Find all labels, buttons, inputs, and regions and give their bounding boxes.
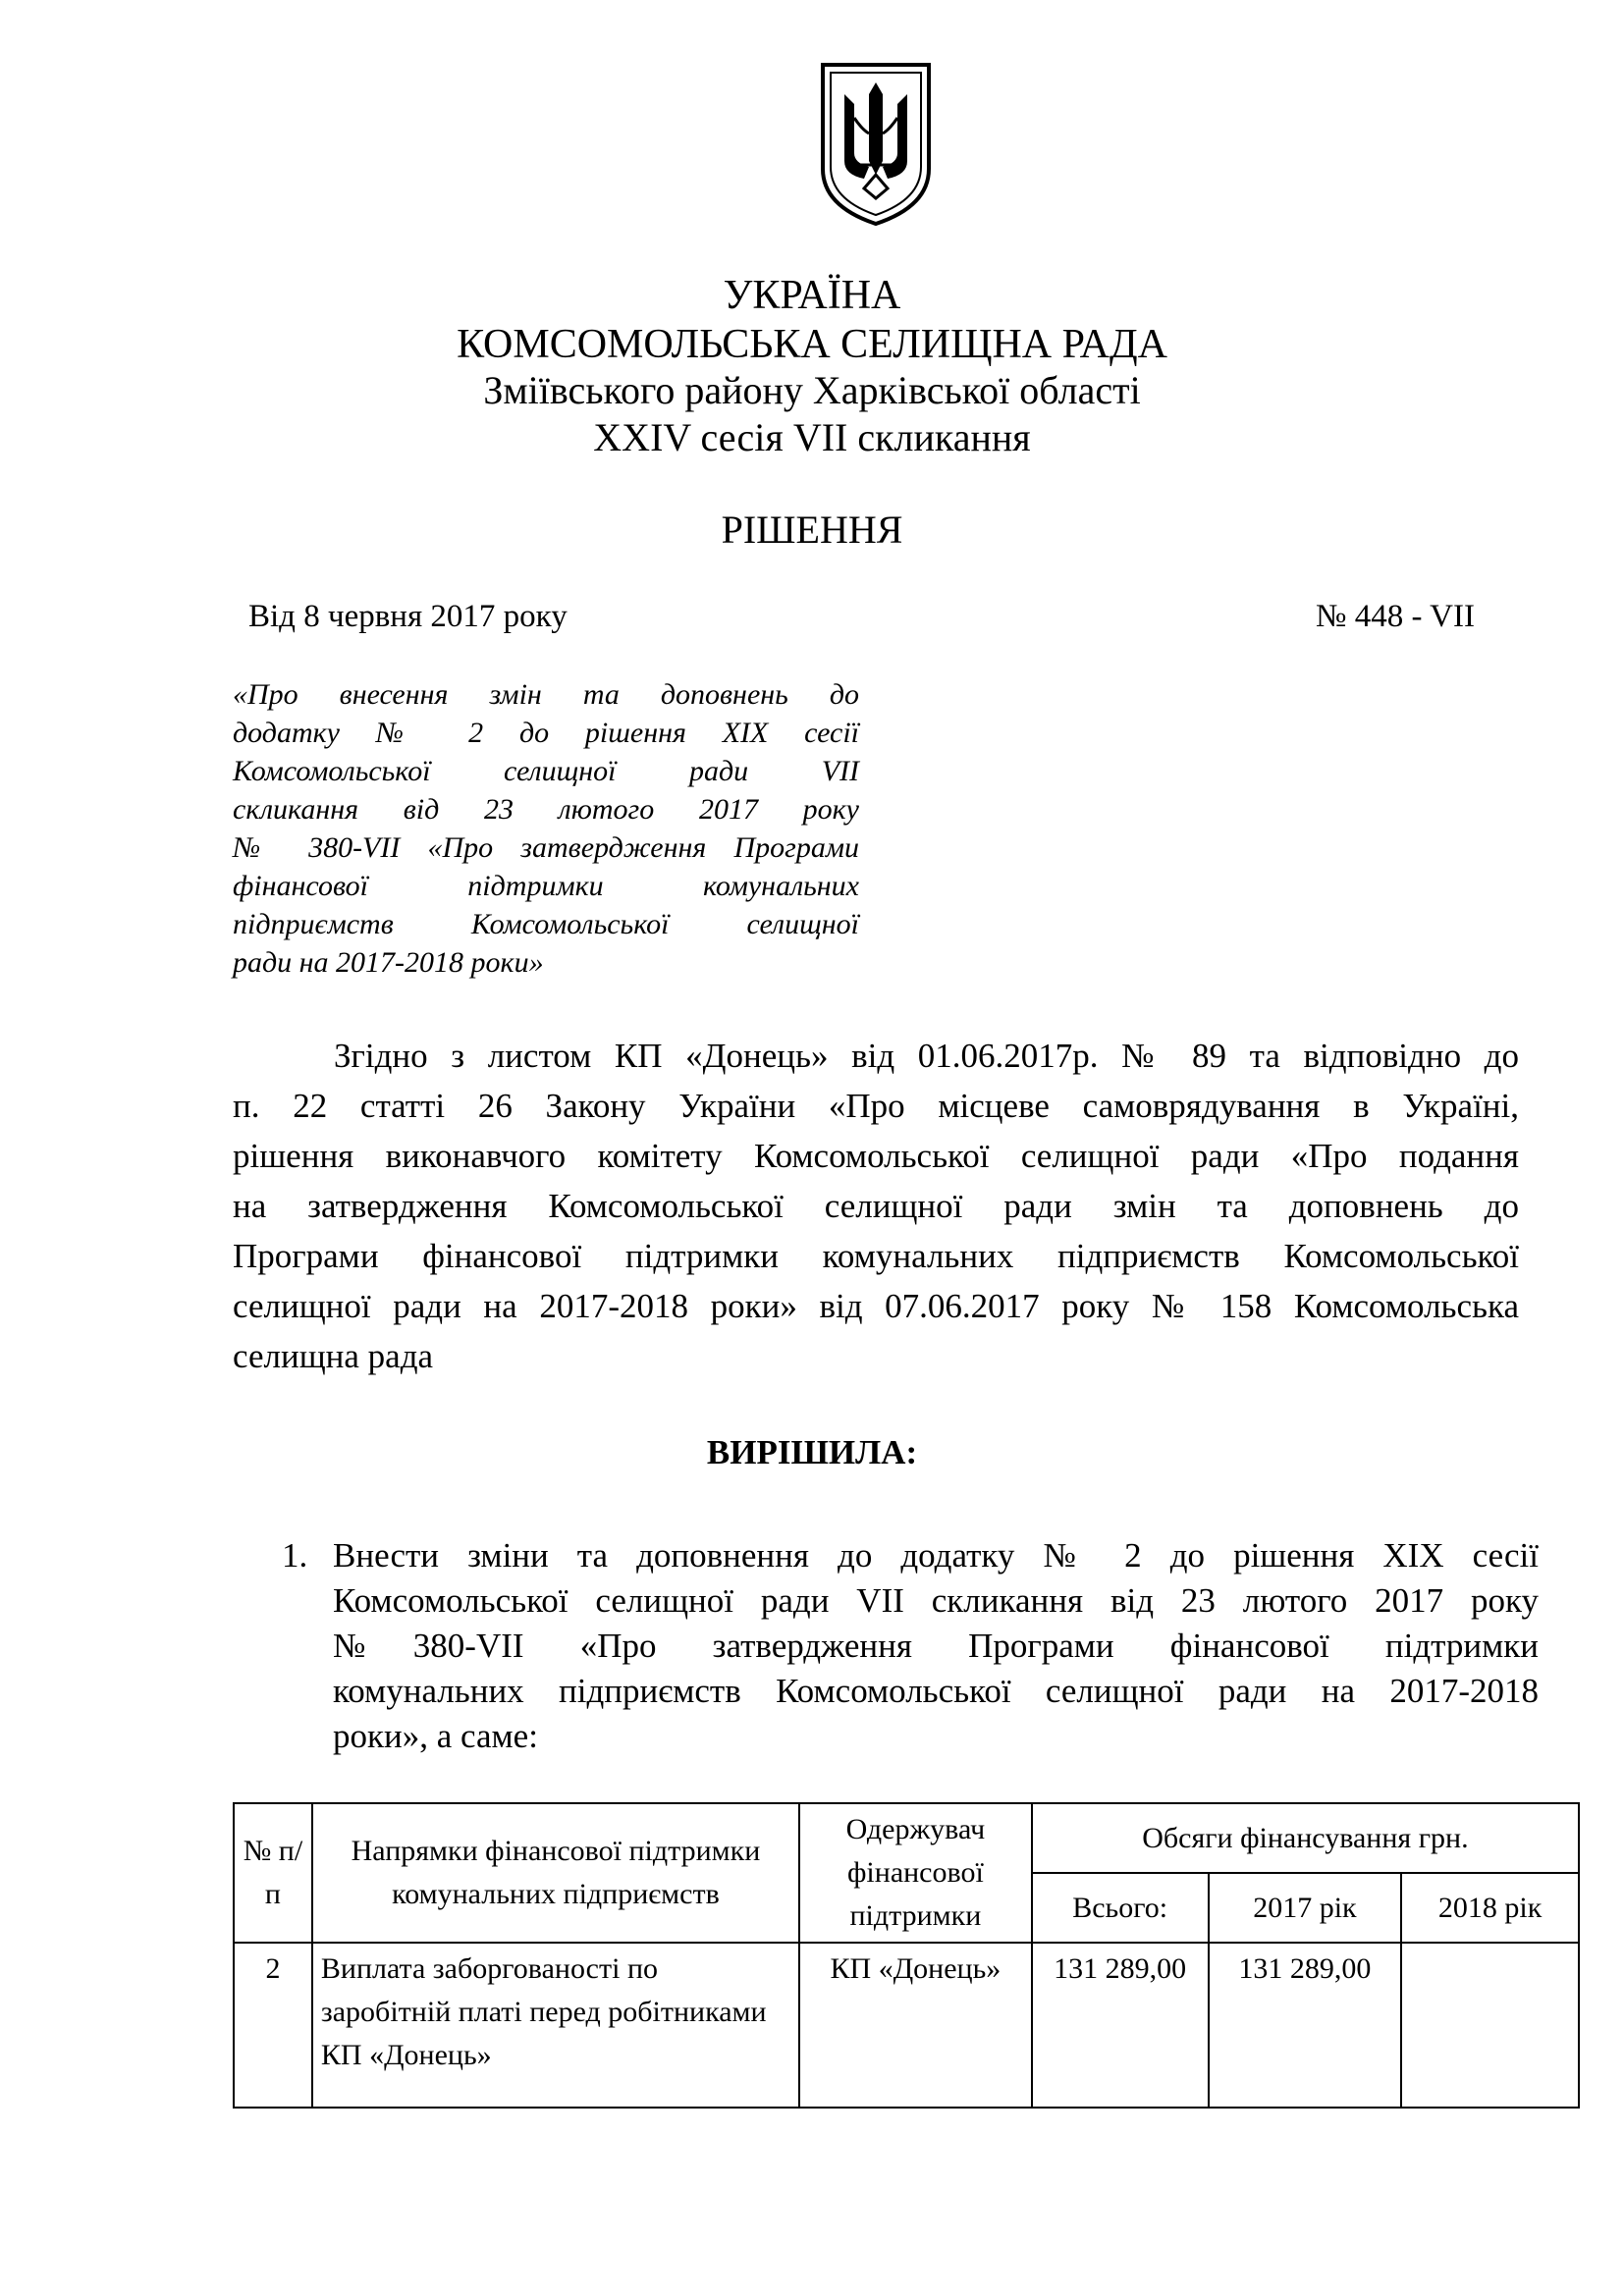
decision-subject (233, 675, 859, 982)
cell-recipient: КП «Донець» (799, 1943, 1032, 2108)
item-number: 1. (282, 1536, 308, 1575)
decision-date: Від 8 червня 2017 року (248, 599, 568, 634)
preamble-line: селищної ради на 2017-2018 роки» від 07.06.2017 року № 158 Комсомольська (233, 1287, 1519, 1325)
header-volumes: Обсяги фінансування грн. (1032, 1803, 1579, 1873)
council-title: КОМСОМОЛЬСЬКА СЕЛИЩНА РАДА (457, 322, 1167, 367)
header-2017: 2017 рік (1209, 1873, 1402, 1943)
item-line: №380-VII «Про затвердження Програми фінансової підтримки (333, 1627, 1539, 1665)
preamble-line: п. 22 статті 26 Закону України «Про місцеве самоврядування в Україні, (233, 1087, 1519, 1125)
document-type-title: РІШЕННЯ (721, 507, 903, 552)
preamble-line: рішення виконавчого комітету Комсомольської селищної ради «Про подання (233, 1137, 1519, 1175)
subject-line: № 380-VII «Про затвердження Програми (233, 831, 859, 864)
subject-line: ради на 2017-2018 роки» (233, 946, 544, 979)
preamble-paragraph (233, 1031, 1519, 1381)
item-line: Комсомольської селищної ради VII скликання від 23 лютого 2017 року (333, 1581, 1539, 1620)
cell-direction: Виплата заборгованості по заробітній платі перед робітниками КП «Донець» (312, 1943, 799, 2108)
district-subtitle: Зміївського району Харківської області (483, 368, 1141, 412)
item-text (333, 1533, 1539, 1759)
preamble-line: Згідно з листом КП «Донець» від 01.06.2017р. № 89 та відповідно до (334, 1037, 1519, 1075)
header-2018: 2018 рік (1401, 1873, 1579, 1943)
session-subtitle: XXIV сесія VII скликання (593, 415, 1031, 459)
header-recipient: Одержувач фінансової підтримки (799, 1803, 1032, 1943)
header-no: № п/п (234, 1803, 312, 1943)
item-line: Внести зміни та доповнення до додатку № 2 до рішення XIX сесії (333, 1536, 1539, 1575)
subject-line: Комсомольської селищної ради VII (233, 755, 859, 787)
cell-no: 2 (234, 1943, 312, 2108)
item-line: роки», а саме: (333, 1717, 538, 1755)
country-title: УКРАЇНА (723, 273, 901, 318)
subject-line: фінансової підтримки комунальних (233, 870, 859, 902)
subject-line: додатку № 2 до рішення XIX сесії (233, 717, 859, 749)
cell-2018 (1401, 1943, 1579, 2108)
cell-2017: 131 289,00 (1209, 1943, 1402, 2108)
table-header-row (234, 1803, 1579, 1873)
decision-number: № 448 - VII (1316, 599, 1475, 634)
item-line: комунальних підприємств Комсомольської селищної ради на 2017-2018 (333, 1672, 1539, 1710)
cell-total: 131 289,00 (1032, 1943, 1209, 2108)
preamble-line: селищна рада (233, 1337, 434, 1375)
preamble-line: Програми фінансової підтримки комунальних підприємств Комсомольської (233, 1237, 1519, 1275)
preamble-line: на затвердження Комсомольської селищної ради змін та доповнень до (233, 1187, 1519, 1225)
subject-line: підприємств Комсомольської селищної (233, 908, 859, 940)
coat-of-arms-emblem (817, 59, 935, 228)
financing-table (233, 1802, 1580, 2109)
table-row (234, 1943, 1579, 2108)
subject-line: «Про внесення змін та доповнень до (233, 678, 859, 711)
header-total: Всього: (1032, 1873, 1209, 1943)
subject-line: скликання від 23 лютого 2017 року (233, 793, 859, 826)
resolved-heading: ВИРІШИЛА: (706, 1433, 918, 1471)
header-direction: Напрямки фінансової підтримки комунальних підприємств (312, 1803, 799, 1943)
